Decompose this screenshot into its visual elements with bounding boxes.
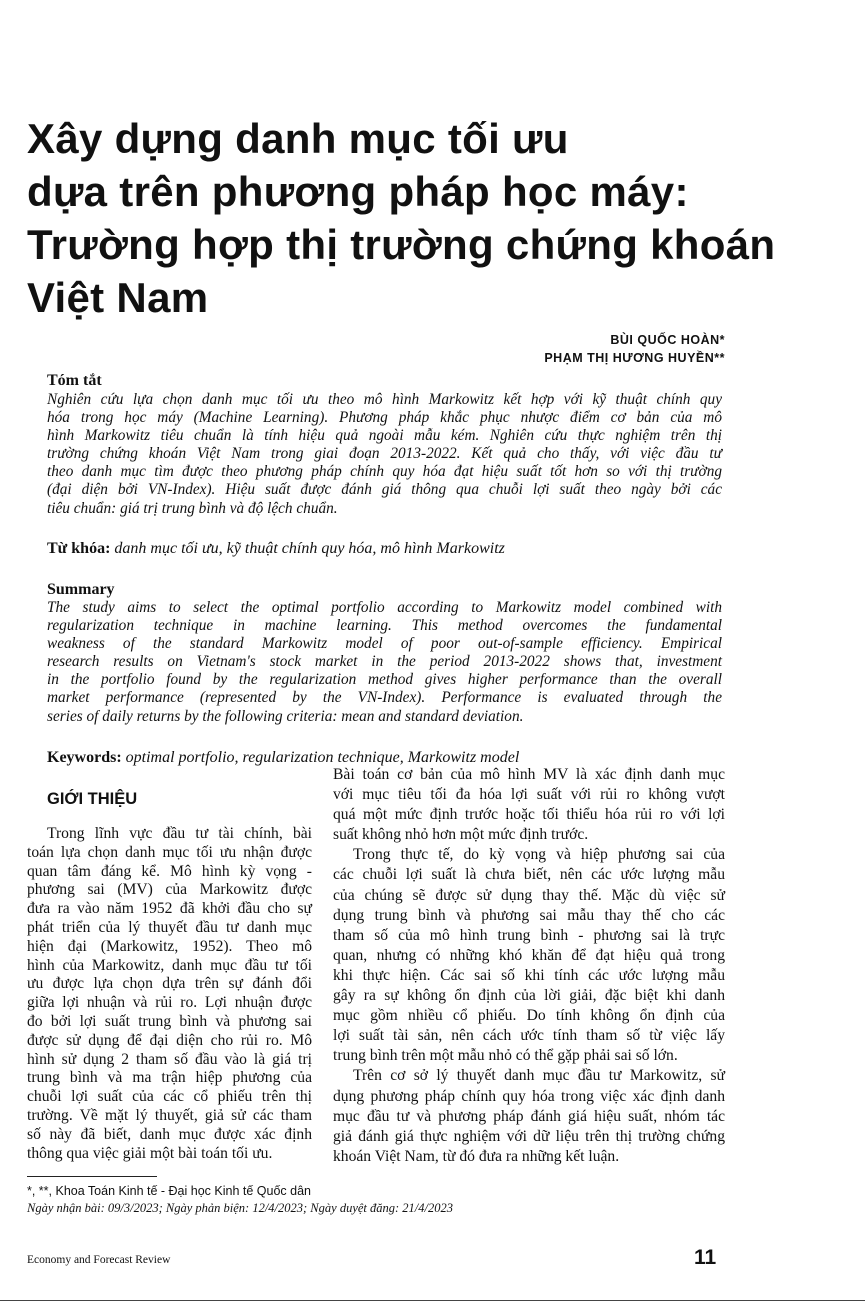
author: BÙI QUỐC HOÀN*: [610, 333, 725, 347]
author: PHẠM THỊ HƯƠNG HUYỀN**: [544, 351, 725, 365]
page-number: 11: [694, 1246, 717, 1269]
text-line: chuỗi lợi suất của các cổ phiếu trên thị: [27, 1088, 312, 1106]
footnote-rule: [27, 1176, 157, 1177]
text-line: in the portfolio found by the regularization method gives higher performance than the overall: [47, 671, 722, 689]
text-line: toán lựa chọn danh mục tối ưu nhận được: [27, 843, 312, 861]
text-line: dụng trung bình và phương sai mẫu thay thế cho các: [333, 906, 725, 924]
text-line: The study aims to select the optimal portfolio according to Markowitz model combined with: [47, 599, 722, 616]
text-line: mục gồm nhiều cổ phiếu. Do tính không ổn định của: [333, 1007, 725, 1025]
text-line: số này đã biết, danh mục được xác định: [27, 1125, 312, 1143]
article-title: [27, 112, 787, 324]
text-line: Bài toán cơ bản của mô hình MV là xác định danh mục: [333, 766, 725, 783]
text-line: weakness of the standard Markowitz model of poor out-of-sample efficiency. Empirical: [47, 635, 722, 653]
text-line: hóa trong học máy (Machine Learning). Phương pháp khắc phục nhược điểm cơ bản của mô: [47, 409, 722, 427]
text-line: trung bình và ma trận hiệp phương của: [27, 1069, 312, 1087]
text-line: suất không nhỏ hơn một mức định trước.: [333, 826, 589, 844]
text-line: được sử dụng để đại diện cho rủi ro. Mô: [27, 1031, 312, 1049]
text-line: series of daily returns by the following criteria: mean and standard deviation.: [47, 707, 524, 725]
text-line: Trong thực tế, do kỳ vọng và hiệp phương sai của: [353, 846, 725, 864]
abstract-heading: Tóm tắt: [47, 372, 102, 389]
text-line: của chúng sẽ được sử dụng thay thế. Mặc dù việc sử: [333, 886, 725, 904]
text-line: trung bình trên một mẫu nhỏ có thể gặp phải sai số lớn.: [333, 1047, 678, 1065]
text-line: gây ra sự không ổn định của lời giải, đặc biệt khi danh: [333, 987, 725, 1005]
text-line: phát triển của lý thuyết đầu tư danh mục: [27, 918, 312, 936]
text-line: mục đầu tư và phương pháp đánh giá hiệu suất, nhóm tác: [333, 1107, 725, 1125]
text-line: Nghiên cứu lựa chọn danh mục tối ưu theo mô hình Markowitz kết hợp với kỹ thuật chính quy: [47, 391, 722, 408]
text-line: giả đánh giá thực nghiệm với dữ liệu trên thị trường chứng: [333, 1127, 725, 1145]
text-line: khi thực hiện. Các sai số khi tính các ước lượng mẫu: [333, 966, 725, 984]
text-line: quan, nhưng có những khó khăn để đạt hiệu quả trong: [333, 946, 725, 964]
keywords-label: Từ khóa:: [47, 540, 111, 557]
keywords-vi: [47, 540, 505, 558]
intro-left-column: [27, 825, 312, 1163]
text-line: ưu được lựa chọn dựa trên sự đánh đổi: [27, 975, 312, 993]
footnote-dates: Ngày nhận bài: 09/3/2023; Ngày phản biện: 12/4/2023; Ngày duyệt đăng: 21/4/2023: [27, 1201, 453, 1215]
text-line: (đại diện bởi VN-Index). Hiệu suất được đánh giá thông qua chuỗi lợi suất theo ngày bởi các: [47, 481, 722, 499]
page-bottom-border: [0, 1300, 865, 1301]
text-line: khoán Việt Nam, từ đó đưa ra những kết luận.: [333, 1147, 620, 1165]
text-line: các chuỗi lợi suất là chưa biết, nên các ước lượng mẫu: [333, 866, 725, 884]
authors: [544, 331, 725, 367]
text-line: market performance (represented by the VN-Index). Performance is evaluated through the: [47, 689, 722, 707]
text-line: thông qua việc giải một bài toán tối ưu.: [27, 1144, 273, 1162]
title-line: Trường hợp thị trường chứng khoán: [27, 221, 776, 268]
text-line: quá một mức định trước hoặc tối thiểu hóa rủi ro với lợi: [333, 806, 725, 824]
text-line: với mục tiêu tối đa hóa lợi suất với rủi ro không vượt: [333, 786, 725, 804]
text-line: theo danh mục tìm được theo phương pháp chính quy hóa đạt hiệu suất tốt hơn so với thị trường: [47, 463, 722, 481]
abstract-en: [47, 599, 722, 726]
text-line: lợi suất tài sản, nên cách ước tính tham số từ việc lấy: [333, 1027, 725, 1045]
text-line: hiện đại (Markowitz, 1952). Theo mô: [27, 937, 312, 955]
text-line: tiêu chuẩn: giá trị trung bình và độ lệch chuẩn.: [47, 499, 338, 517]
text-line: trường chứng khoán Việt Nam trong giai đoạn 2013-2022. Kết quả cho thấy, với việc đầu tư: [47, 445, 722, 463]
keywords-text: danh mục tối ưu, kỹ thuật chính quy hóa, mô hình Markowitz: [114, 540, 505, 557]
abstract-vi: [47, 391, 722, 518]
intro-right-column: [333, 765, 725, 1167]
keywords-text: optimal portfolio, regularization technique, Markowitz model: [125, 749, 520, 766]
summary-heading: Summary: [47, 581, 115, 598]
text-line: giữa lợi nhuận và rủi ro. Lợi nhuận được: [27, 994, 312, 1012]
text-line: phương sai (MV) của Markowitz được: [27, 881, 312, 899]
text-line: hình sử dụng 2 tham số đầu vào là giá trị: [27, 1050, 312, 1068]
keywords-label: Keywords:: [47, 749, 122, 766]
title-line: Xây dựng danh mục tối ưu: [27, 115, 569, 162]
text-line: Trên cơ sở lý thuyết danh mục đầu tư Markowitz, sử: [353, 1067, 725, 1085]
text-line: đo bởi lợi suất trung bình và phương sai: [27, 1012, 312, 1030]
title-line: Việt Nam: [27, 274, 209, 321]
text-line: tham số của mô hình trung bình - phương sai là trực: [333, 926, 725, 944]
text-line: hình của Markowitz, danh mục đầu tư tối: [27, 956, 312, 974]
section-heading: GIỚI THIỆU: [47, 790, 138, 808]
text-line: đưa ra vào năm 1952 đã khởi đầu cho sự: [27, 900, 312, 918]
text-line: trường. Về mặt lý thuyết, giả sử các tham: [27, 1106, 312, 1124]
text-line: quan tâm đáng kể. Mô hình kỳ vọng -: [27, 862, 312, 880]
text-line: regularization technique in machine learning. This method overcomes the fundamental: [47, 617, 722, 635]
footnote-affiliation: *, **, Khoa Toán Kinh tế - Đại học Kinh tế Quốc dân: [27, 1184, 311, 1198]
title-line: dựa trên phương pháp học máy:: [27, 168, 689, 215]
text-line: hình Markowitz tiêu chuẩn là tính hiệu quả ngoài mẫu kém. Nghiên cứu thực nghiệm trên thị: [47, 427, 722, 445]
text-line: research results on Vietnam's stock market in the period 2013-2022 shows that, investment: [47, 653, 722, 671]
journal-name: Economy and Forecast Review: [27, 1254, 171, 1266]
text-line: dụng phương pháp chính quy hóa trong việc xác định danh: [333, 1087, 725, 1105]
text-line: Trong lĩnh vực đầu tư tài chính, bài: [47, 825, 312, 842]
